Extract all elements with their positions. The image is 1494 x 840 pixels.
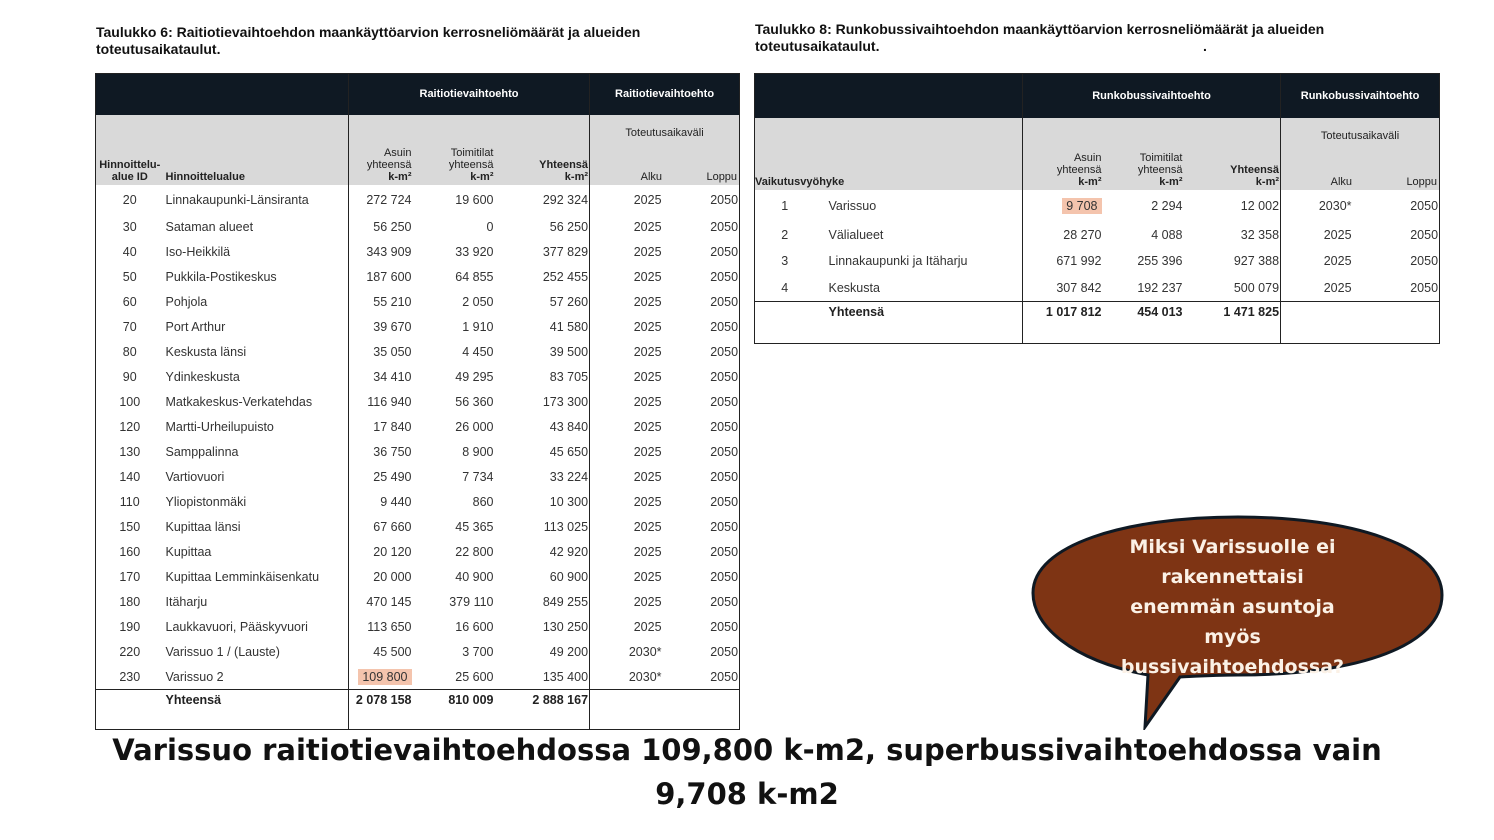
cell-loppu: 2050 — [710, 495, 739, 509]
cell-id: 2 — [781, 227, 789, 242]
table6-group-header-row — [96, 74, 740, 115]
cell-asuin: 470 145 — [349, 590, 430, 615]
cell-id: 170 — [119, 570, 141, 584]
cell-toimitilat: 49 295 — [455, 370, 494, 384]
summary-text — [0, 728, 1494, 816]
table-row — [96, 240, 740, 265]
cell-asuin: 671 992 — [1023, 248, 1119, 275]
total-toimitilat: 810 009 — [430, 690, 510, 730]
table-row — [755, 222, 1440, 249]
column-header-schedule: Toteutusaikaväli Alku Loppu — [1281, 118, 1440, 190]
cell-toimitilat: 26 000 — [455, 420, 494, 434]
cell-loppu: 2050 — [1410, 254, 1439, 269]
cell-alku: 2030* — [590, 640, 672, 665]
table6-body — [96, 185, 740, 690]
table-row — [96, 540, 740, 565]
table-row — [755, 248, 1440, 275]
cell-id: 110 — [119, 495, 140, 509]
cell-asuin: 9 440 — [349, 490, 430, 515]
cell-asuin: 39 670 — [349, 315, 430, 340]
cell-id: 80 — [122, 345, 137, 359]
cell-area: Linnakaupunki-Länsiranta — [165, 192, 309, 207]
cell-id: 70 — [122, 320, 137, 334]
cell-area: Ydinkeskusta — [165, 370, 240, 384]
cell-area: Martti-Urheilupuisto — [165, 420, 274, 434]
cell-area: Kupittaa — [165, 545, 212, 559]
cell-toimitilat: 2 294 — [1151, 198, 1183, 213]
cell-asuin: 17 840 — [349, 415, 430, 440]
cell-alku: 2030* — [1281, 190, 1372, 222]
cell-id: 190 — [119, 620, 141, 634]
cell-alku: 2025 — [590, 515, 672, 540]
cell-yhteensa: 43 840 — [549, 420, 589, 434]
cell-yhteensa: 292 324 — [542, 192, 589, 207]
stray-dot: . — [1203, 38, 1207, 54]
table-row — [96, 465, 740, 490]
cell-toimitilat: 4 088 — [1151, 227, 1183, 242]
total-toimitilat: 454 013 — [1119, 301, 1197, 343]
cell-yhteensa: 252 455 — [542, 270, 589, 284]
cell-asuin: 25 490 — [349, 465, 430, 490]
cell-asuin: 20 120 — [349, 540, 430, 565]
table-row — [96, 365, 740, 390]
highlighted-value: 109 800 — [358, 669, 411, 685]
table-row — [96, 185, 740, 215]
cell-area: Laukkavuori, Pääskyvuori — [165, 620, 308, 634]
cell-toimitilat: 45 365 — [455, 520, 494, 534]
table-row — [96, 390, 740, 415]
cell-alku: 2025 — [590, 565, 672, 590]
cell-asuin: 307 842 — [1023, 275, 1119, 302]
cell-area: Keskusta länsi — [165, 345, 247, 359]
cell-area: Port Arthur — [165, 320, 226, 334]
column-header-yhteensa: Yhteensä k-m² — [510, 115, 590, 185]
table8-group-header-schedule: Runkobussivaihtoehto — [1281, 74, 1440, 118]
table6-caption: Taulukko 6: Raitiotievaihtoehdon maankäyttöarvion kerrosneliömäärät ja alueiden toteutusaikataulut. — [96, 24, 641, 57]
cell-area: Pohjola — [165, 295, 208, 309]
cell-yhteensa: 173 300 — [542, 395, 589, 409]
cell-yhteensa: 83 705 — [549, 370, 589, 384]
cell-toimitilat: 2 050 — [462, 295, 494, 309]
table8-caption: Taulukko 8: Runkobussivaihtoehdon maankäyttöarvion kerrosneliömäärät ja alueiden toteutusaikataulut. . — [755, 21, 1325, 54]
cell-loppu: 2050 — [710, 295, 739, 309]
cell-alku: 2025 — [590, 615, 672, 640]
table-row — [96, 265, 740, 290]
column-header-asuin: Asuin yhteensä k-m² — [349, 115, 430, 185]
cell-asuin: 113 650 — [349, 615, 430, 640]
total-label: Yhteensä — [815, 301, 1023, 343]
cell-yhteensa: 377 829 — [542, 245, 589, 259]
cell-area: Keskusta — [828, 280, 880, 295]
table-row — [96, 590, 740, 615]
cell-yhteensa: 41 580 — [549, 320, 589, 334]
cell-asuin: 34 410 — [349, 365, 430, 390]
cell-loppu: 2050 — [710, 420, 739, 434]
table-row — [755, 190, 1440, 222]
cell-toimitilat: 255 396 — [1137, 254, 1183, 269]
table6-tram-option — [95, 73, 740, 730]
cell-toimitilat: 3 700 — [462, 645, 494, 659]
cell-loppu: 2050 — [710, 595, 739, 609]
summary-line-1: Varissuo raitiotievaihtoehdossa 109,800 k-m2, superbussivaihtoehdossa vain — [112, 733, 1382, 767]
cell-id: 50 — [122, 270, 137, 284]
cell-loppu: 2050 — [710, 645, 739, 659]
table-row — [96, 215, 740, 240]
cell-loppu: 2050 — [710, 270, 739, 284]
callout-text: Miksi Varissuolle ei rakennettaisi enemmän asuntoja myös bussivaihtoehdossa? — [1120, 536, 1345, 678]
column-header-zone: Vaikutusvyöhyke — [755, 118, 1023, 190]
cell-id: 3 — [781, 254, 789, 269]
cell-toimitilat: 33 920 — [455, 245, 494, 259]
cell-asuin: 67 660 — [349, 515, 430, 540]
table-row — [96, 290, 740, 315]
cell-alku: 2025 — [590, 215, 672, 240]
cell-yhteensa: 927 388 — [1233, 254, 1280, 269]
cell-yhteensa: 849 255 — [542, 595, 589, 609]
total-asuin: 2 078 158 — [349, 690, 430, 730]
cell-loppu: 2050 — [710, 545, 739, 559]
table8-group-header-volumes: Runkobussivaihtoehto — [1023, 74, 1281, 118]
cell-area: Välialueet — [828, 227, 884, 242]
table-row — [96, 440, 740, 465]
table-row — [96, 615, 740, 640]
cell-toimitilat: 4 450 — [462, 345, 494, 359]
cell-alku: 2025 — [590, 185, 672, 215]
cell-yhteensa: 57 260 — [549, 295, 589, 309]
cell-asuin: 55 210 — [349, 290, 430, 315]
cell-yhteensa: 39 500 — [549, 345, 589, 359]
cell-alku: 2025 — [1281, 222, 1372, 249]
cell-alku: 2025 — [590, 315, 672, 340]
cell-alku: 2025 — [590, 590, 672, 615]
table-row — [96, 415, 740, 440]
cell-asuin: 116 940 — [349, 390, 430, 415]
column-header-asuin: Asuin yhteensä k-m² — [1023, 118, 1119, 190]
cell-id: 4 — [781, 280, 789, 295]
total-asuin: 1 017 812 — [1023, 301, 1119, 343]
table8-bus-option — [754, 73, 1440, 344]
cell-toimitilat: 1 910 — [462, 320, 494, 334]
cell-loppu: 2050 — [710, 620, 739, 634]
cell-area: Yliopistonmäki — [165, 495, 247, 509]
cell-asuin: 272 724 — [349, 185, 430, 215]
table-row — [96, 565, 740, 590]
cell-alku: 2025 — [590, 390, 672, 415]
cell-alku: 2025 — [1281, 248, 1372, 275]
cell-area: Varissuo 2 — [165, 669, 224, 684]
cell-alku: 2025 — [590, 490, 672, 515]
cell-alku: 2030* — [590, 665, 672, 690]
cell-alku: 2025 — [590, 290, 672, 315]
cell-id: 20 — [122, 192, 137, 207]
cell-toimitilat: 7 734 — [462, 470, 494, 484]
cell-loppu: 2050 — [710, 245, 739, 259]
table-row — [96, 315, 740, 340]
total-yhteensa: 1 471 825 — [1197, 301, 1281, 343]
cell-yhteensa: 45 650 — [549, 445, 589, 459]
cell-alku: 2025 — [590, 265, 672, 290]
cell-toimitilat: 19 600 — [455, 192, 494, 207]
table6-column-header-row — [96, 115, 740, 185]
cell-id: 40 — [122, 245, 137, 259]
cell-loppu: 2050 — [710, 395, 739, 409]
cell-yhteensa: 33 224 — [549, 470, 589, 484]
cell-asuin: 28 270 — [1023, 222, 1119, 249]
cell-toimitilat: 25 600 — [455, 669, 494, 684]
cell-toimitilat: 22 800 — [455, 545, 494, 559]
cell-id: 100 — [119, 395, 141, 409]
cell-id: 220 — [119, 645, 141, 659]
cell-yhteensa: 130 250 — [542, 620, 589, 634]
cell-loppu: 2050 — [1410, 198, 1439, 213]
cell-toimitilat: 8 900 — [462, 445, 494, 459]
column-header-id: Hinnoittelu- alue ID — [96, 115, 164, 185]
summary-line-2: 9,708 k-m2 — [655, 777, 839, 811]
cell-yhteensa: 56 250 — [549, 220, 589, 234]
cell-id: 150 — [119, 520, 141, 534]
cell-id: 130 — [119, 445, 141, 459]
column-header-toimitilat: Toimitilat yhteensä k-m² — [1119, 118, 1197, 190]
table-row — [96, 665, 740, 690]
cell-alku: 2025 — [590, 340, 672, 365]
cell-area: Iso-Heikkilä — [165, 245, 231, 259]
cell-loppu: 2050 — [710, 669, 739, 684]
cell-yhteensa: 49 200 — [549, 645, 589, 659]
cell-alku: 2025 — [590, 465, 672, 490]
cell-loppu: 2050 — [710, 520, 739, 534]
cell-loppu: 2050 — [710, 345, 739, 359]
cell-id: 180 — [119, 595, 141, 609]
cell-yhteensa: 60 900 — [549, 570, 589, 584]
table-row — [96, 515, 740, 540]
column-header-area: Hinnoittelualue — [164, 115, 349, 185]
cell-loppu: 2050 — [1410, 227, 1439, 242]
cell-asuin — [349, 665, 430, 690]
cell-asuin: 56 250 — [349, 215, 430, 240]
cell-toimitilat: 40 900 — [455, 570, 494, 584]
cell-id: 30 — [122, 220, 137, 234]
cell-loppu: 2050 — [710, 370, 739, 384]
cell-alku: 2025 — [590, 365, 672, 390]
cell-loppu: 2050 — [710, 320, 739, 334]
cell-yhteensa: 10 300 — [549, 495, 589, 509]
cell-alku: 2025 — [590, 415, 672, 440]
cell-id: 60 — [122, 295, 137, 309]
table6-group-header-schedule: Raitiotievaihtoehto — [590, 74, 740, 115]
table8-column-header-row — [755, 118, 1440, 190]
cell-area: Kupittaa länsi — [165, 520, 241, 534]
cell-yhteensa: 12 002 — [1240, 198, 1280, 213]
cell-yhteensa: 135 400 — [542, 669, 589, 684]
cell-yhteensa: 500 079 — [1233, 280, 1280, 295]
cell-id: 120 — [119, 420, 141, 434]
table8-total-row — [755, 301, 1440, 343]
column-header-toimitilat: Toimitilat yhteensä k-m² — [430, 115, 510, 185]
cell-area: Samppalinna — [165, 445, 239, 459]
cell-area: Varissuo — [828, 198, 877, 213]
cell-id: 90 — [122, 370, 137, 384]
cell-yhteensa: 42 920 — [549, 545, 589, 559]
cell-alku: 2025 — [590, 540, 672, 565]
table-row — [96, 340, 740, 365]
cell-alku: 2025 — [1281, 275, 1372, 302]
subgroup-label: Toteutusaikaväli — [1320, 129, 1400, 142]
cell-id: 140 — [119, 470, 141, 484]
column-header-yhteensa: Yhteensä k-m² — [1197, 118, 1281, 190]
cell-area: Pukkila-Postikeskus — [165, 270, 277, 284]
highlighted-value: 9 708 — [1062, 198, 1101, 214]
cell-toimitilat: 64 855 — [455, 270, 494, 284]
cell-toimitilat: 56 360 — [455, 395, 494, 409]
column-header-schedule: Toteutusaikaväli Alku Loppu — [590, 115, 740, 185]
table8-group-header-row — [755, 74, 1440, 118]
cell-area: Sataman alueet — [165, 220, 254, 234]
cell-area: Matkakeskus-Verkatehdas — [165, 395, 313, 409]
total-yhteensa: 2 888 167 — [510, 690, 590, 730]
cell-area: Itäharju — [165, 595, 208, 609]
cell-asuin: 20 000 — [349, 565, 430, 590]
cell-loppu: 2050 — [710, 470, 739, 484]
cell-toimitilat: 0 — [486, 220, 494, 234]
table-row — [96, 640, 740, 665]
cell-toimitilat: 16 600 — [455, 620, 494, 634]
cell-id: 1 — [781, 198, 789, 213]
cell-asuin: 35 050 — [349, 340, 430, 365]
cell-area: Vartiovuori — [165, 470, 225, 484]
table6-group-header-volumes: Raitiotievaihtoehto — [349, 74, 590, 115]
cell-toimitilat: 379 110 — [449, 595, 494, 609]
cell-id: 230 — [119, 669, 141, 684]
cell-alku: 2025 — [590, 240, 672, 265]
table6-total-row — [96, 690, 740, 730]
table-row — [96, 490, 740, 515]
cell-asuin: 187 600 — [349, 265, 430, 290]
cell-asuin: 45 500 — [349, 640, 430, 665]
table-row — [755, 275, 1440, 302]
cell-loppu: 2050 — [710, 445, 739, 459]
cell-toimitilat: 192 237 — [1137, 280, 1183, 295]
cell-area: Kupittaa Lemminkäisenkatu — [165, 570, 320, 584]
cell-asuin: 343 909 — [349, 240, 430, 265]
cell-alku: 2025 — [590, 440, 672, 465]
subgroup-label: Toteutusaikaväli — [625, 126, 704, 139]
cell-loppu: 2050 — [710, 570, 739, 584]
cell-id: 160 — [119, 545, 141, 559]
cell-area: Linnakaupunki ja Itäharju — [828, 254, 968, 269]
cell-yhteensa: 113 025 — [543, 520, 589, 534]
total-label: Yhteensä — [164, 690, 349, 730]
cell-loppu: 2050 — [710, 192, 739, 207]
cell-yhteensa: 32 358 — [1240, 227, 1280, 242]
cell-asuin — [1023, 190, 1119, 222]
cell-loppu: 2050 — [710, 220, 739, 234]
cell-asuin: 36 750 — [349, 440, 430, 465]
cell-toimitilat: 860 — [472, 495, 494, 509]
cell-area: Varissuo 1 / (Lauste) — [165, 645, 280, 659]
table8-body — [755, 190, 1440, 302]
cell-loppu: 2050 — [1410, 280, 1439, 295]
